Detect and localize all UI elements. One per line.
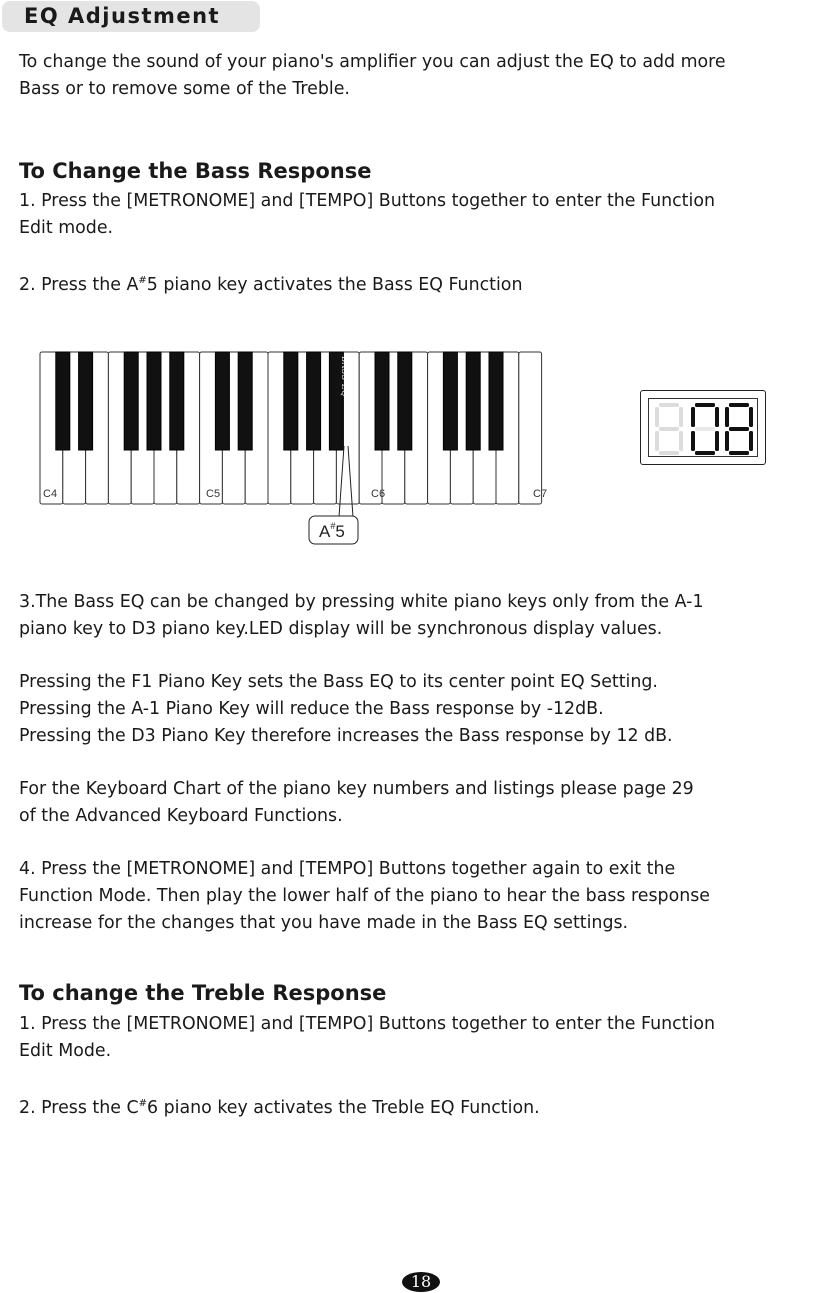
intro-line-2: Bass or to remove some of the Treble. bbox=[19, 79, 350, 99]
callout-label: A#5 bbox=[319, 521, 345, 541]
black-key bbox=[79, 352, 93, 450]
keyboard-diagram bbox=[38, 350, 598, 550]
black-key bbox=[398, 352, 412, 450]
chart-ref-line-1: For the Keyboard Chart of the piano key numbers and listings please page 29 bbox=[19, 779, 694, 799]
bass-step4-line-3: increase for the changes that you have made in the Bass EQ settings. bbox=[19, 913, 629, 933]
settings-line-2: Pressing the A-1 Piano Key will reduce the Bass response by -12dB. bbox=[19, 699, 604, 719]
black-key bbox=[215, 352, 229, 450]
white-key bbox=[519, 352, 542, 504]
octave-label-c6: C6 bbox=[371, 488, 386, 500]
bass-eq-key-label: BASS EQ bbox=[340, 356, 349, 397]
black-key bbox=[170, 352, 184, 450]
black-key bbox=[375, 352, 389, 450]
intro-line-1: To change the sound of your piano's amplifier you can adjust the EQ to add more bbox=[19, 52, 726, 72]
led-segment bbox=[679, 431, 683, 451]
settings-line-3: Pressing the D3 Piano Key therefore increases the Bass response by 12 dB. bbox=[19, 726, 673, 746]
octave-label-c7: C7 bbox=[533, 488, 548, 500]
black-key bbox=[284, 352, 298, 450]
octave-label-c5: C5 bbox=[206, 488, 221, 500]
led-display bbox=[640, 390, 766, 465]
led-segment bbox=[749, 431, 753, 451]
led-segment bbox=[749, 407, 753, 427]
bass-step1-line-2: Edit mode. bbox=[19, 218, 114, 238]
bass-step3-line-1: 3.The Bass EQ can be changed by pressing white piano keys only from the A-1 bbox=[19, 592, 704, 612]
led-digits bbox=[649, 399, 759, 458]
treble-step1-line-1: 1. Press the [METRONOME] and [TEMPO] Buttons together to enter the Function bbox=[19, 1014, 715, 1034]
led-segment bbox=[691, 407, 695, 427]
led-display-screen bbox=[648, 398, 758, 457]
black-key bbox=[238, 352, 252, 450]
led-segment bbox=[695, 451, 715, 455]
section-tag bbox=[2, 1, 260, 32]
led-segment bbox=[655, 431, 659, 451]
led-segment bbox=[725, 431, 729, 451]
led-segment bbox=[659, 427, 679, 431]
led-segment bbox=[729, 451, 749, 455]
led-segment bbox=[729, 403, 749, 407]
bass-heading: To Change the Bass Response bbox=[19, 159, 372, 183]
black-key bbox=[489, 352, 503, 450]
led-segment bbox=[695, 403, 715, 407]
bass-step2: 2. Press the A#5 piano key activates the Bass EQ Function bbox=[19, 275, 523, 295]
section-tag-label: EQ Adjustment bbox=[24, 4, 221, 28]
led-segment bbox=[679, 407, 683, 427]
settings-line-1: Pressing the F1 Piano Key sets the Bass EQ to its center point EQ Setting. bbox=[19, 672, 658, 692]
bass-step3-line-2: piano key to D3 piano key.LED display will be synchronous display values. bbox=[19, 619, 663, 639]
led-segment bbox=[655, 407, 659, 427]
page-number: 18 bbox=[402, 1272, 440, 1292]
bass-step1-line-1: 1. Press the [METRONOME] and [TEMPO] Buttons together to enter the Function bbox=[19, 191, 715, 211]
black-key bbox=[443, 352, 457, 450]
led-segment bbox=[659, 403, 679, 407]
treble-step2: 2. Press the C#6 piano key activates the Treble EQ Function. bbox=[19, 1098, 540, 1118]
black-key bbox=[307, 352, 321, 450]
treble-heading: To change the Treble Response bbox=[19, 981, 387, 1005]
octave-label-c4: C4 bbox=[43, 488, 58, 500]
black-key bbox=[124, 352, 138, 450]
black-key bbox=[56, 352, 70, 450]
led-segment bbox=[715, 407, 719, 427]
black-key bbox=[147, 352, 161, 450]
led-segment bbox=[695, 427, 715, 431]
bass-step4-line-2: Function Mode. Then play the lower half of the piano to hear the bass response bbox=[19, 886, 710, 906]
led-segment bbox=[715, 431, 719, 451]
led-segment bbox=[725, 407, 729, 427]
treble-step1-line-2: Edit Mode. bbox=[19, 1041, 112, 1061]
black-key bbox=[466, 352, 480, 450]
led-segment bbox=[659, 451, 679, 455]
led-segment bbox=[729, 427, 749, 431]
bass-step4-line-1: 4. Press the [METRONOME] and [TEMPO] Buttons together again to exit the bbox=[19, 859, 676, 879]
chart-ref-line-2: of the Advanced Keyboard Functions. bbox=[19, 806, 343, 826]
led-segment bbox=[691, 431, 695, 451]
